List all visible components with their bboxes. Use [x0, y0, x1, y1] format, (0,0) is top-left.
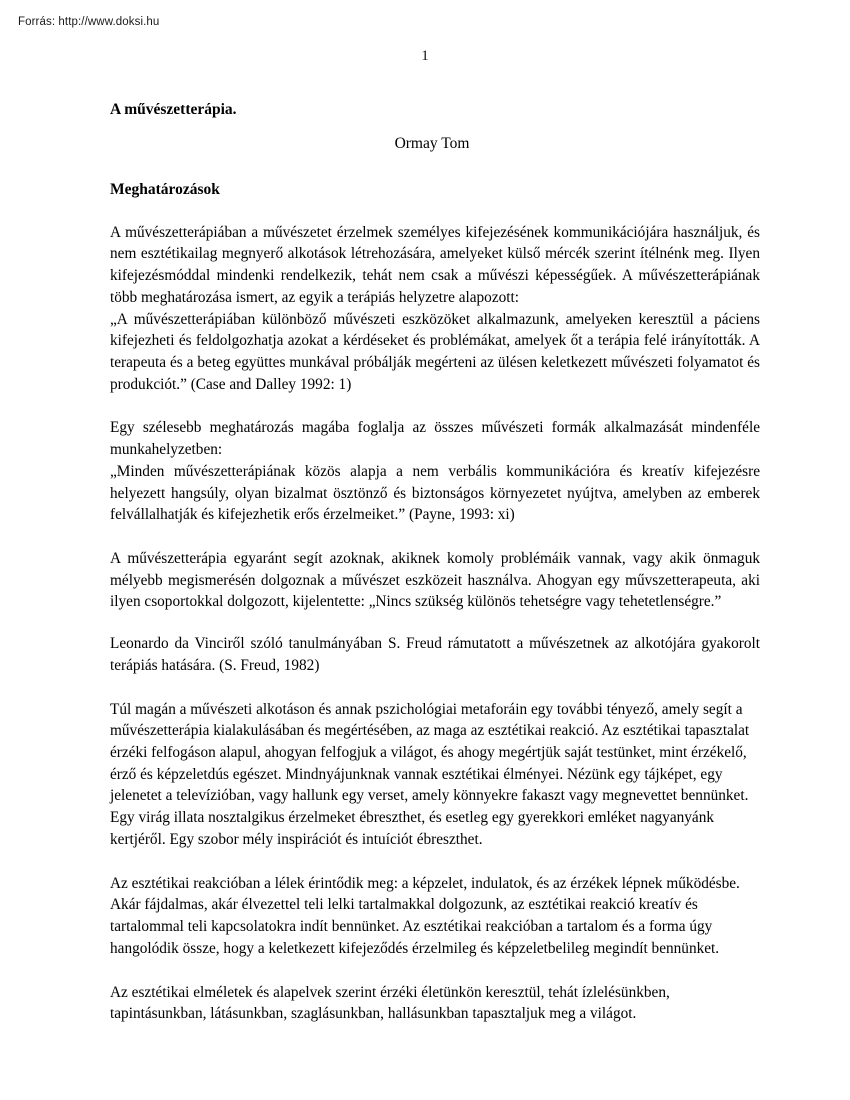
paragraph-quote: „Minden művészetterápiának közös alapja a nem verbális kommunikációra és kreatív kifejezésre helyezett hangsúly, olyan bizalmat ösztönző és biztonságos környezetet nyújtva, amelyben az emberek felvállalhatják és kifejezhetik erős érzelmeiket.” (Payne, 1993: xi)	[110, 462, 760, 524]
section-heading-meghatarozasok: Meghatározások	[110, 180, 220, 198]
paragraph-quote: „A művészetterápiában különböző művészeti eszközöket alkalmazunk, amelyeken keresztül a páciens kifejezheti és feldolgozhatja azokat a kérdéseket és problémákat, amelyek őt a terápia felé irányították. A terapeuta és a beteg együttes munkával próbálják megérteni az ülésen keletkezett művészeti folyamatot és produkciót.” (Case and Dalley 1992: 1)	[110, 310, 760, 393]
source-watermark: Forrás: http://www.doksi.hu	[18, 16, 160, 28]
paragraph: A művészetterápiában a művészetet érzelmek személyes kifejezésének kommunikációjára használjuk, és nem esztétikailag megnyerő alkotások létrehozására, amelyeket külső mércék szerint ítélnénk meg. Ilyen kifejezésmóddal mindenki rendelkezik, tehát nem csak a művészi képességűek. A művészetterápiának több meghatározása ismert, az egyik a terápiás helyzetre alapozott:	[110, 223, 760, 306]
page-number: 1	[421, 48, 429, 64]
paragraph: Egy szélesebb meghatározás magába foglalja az összes művészeti formák alkalmazását mindenféle munkahelyzetben:	[110, 419, 760, 459]
document-body	[110, 100, 760, 1025]
paragraph: Leonardo da Vinciről szóló tanulmányában S. Freud rámutatott a művészetnek az alkotójára gyakorolt terápiás hatására. (S. Freud, 1982)	[110, 635, 760, 674]
paragraph: A művészetterápia egyaránt segít azoknak, akiknek komoly problémáik vannak, vagy akik önmaguk mélyebb megismerésén dolgoznak a művészet eszközeit használva. Ahogyan egy művszetterapeuta, aki ilyen csoportokkal dolgozott, kijelentette: „Nincs szükség különös tehetségre vagy tehetetlenségre.”	[110, 550, 760, 611]
document-author: Ormay Tom	[394, 135, 470, 153]
paragraph: Túl magán a művészeti alkotáson és annak pszichológiai metaforáin egy további tényező, amely segít a művészetterápia kialakulásában és megértésében, az maga az esztétikai reakció. Az esztétikai tapasztalat érzéki felfogáson alapul, ahogyan felfogjuk a világot, és ahogy megértjük saját testünket, mint érzékelő, érző és képzeletdús egészet. Mindnyájunknak vannak esztétikai élményei. Nézünk egy tájképet, egy jelenetet a televízióban, vagy hallunk egy verset, amely könnyekre fakaszt vagy megnevettet bennünket. Egy virág illata nosztalgikus érzelmeket ébreszthet, és esetleg egy gyerekkori emléket nagyanyánk kertjéről. Egy szobor mély inspirációt és intuíciót ébreszthet.	[110, 700, 750, 848]
document-title: A művészetterápia.	[110, 101, 237, 118]
paragraph: Az esztétikai elméletek és alapelvek szerint érzéki életünkön keresztül, tehát ízlelésünkben, tapintásunkban, látásunkban, szaglásunkban, hallásunkban tapasztaljuk meg a világot.	[110, 983, 670, 1023]
paragraph: Az esztétikai reakcióban a lélek érintődik meg: a képzelet, indulatok, és az érzékek lépnek működésbe. Akár fájdalmas, akár élvezettel teli lelki tartalmakkal dolgozunk, az esztétikai reakció kreatív és tartalommal teli kapcsolatokra indít bennünket. Az esztétikai reakcióban a tartalom és a forma úgy hangolódik össze, hogy a keletkezett kifejeződés érzelmileg és képzeletbelileg megindít bennünket.	[110, 874, 740, 957]
